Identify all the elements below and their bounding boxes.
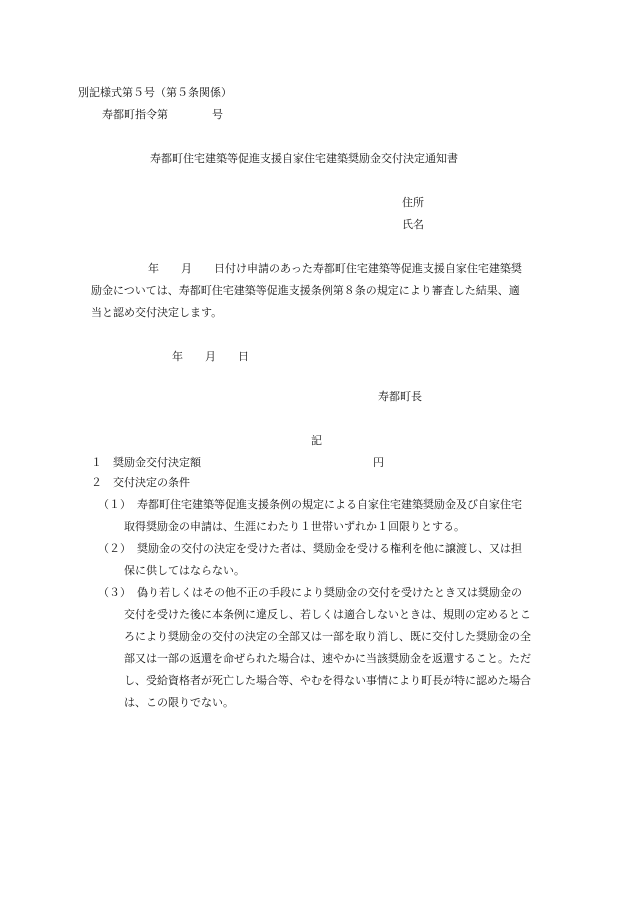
- item-2-label: 交付決定の条件: [113, 476, 190, 489]
- body-line-1: 年 月 日付け申請のあった寿都町住宅建築等促進支援自家住宅建築奨: [148, 262, 522, 275]
- condition-2-line-1: 奨励金の交付の決定を受けた者は、奨励金を受ける権利を他に譲渡し、又は担: [137, 542, 522, 555]
- body-line-2: 励金については、寿都町住宅建築等促進支援条例第８条の規定により審査した結果、適: [91, 284, 520, 297]
- condition-3-line-4: 部又は一部の返還を命ぜられた場合は、速やかに当該奨励金を返還すること。ただ: [124, 652, 531, 665]
- condition-1-line-2: 取得奨励金の申請は、生涯にわたり１世帯いずれか１回限りとする。: [124, 520, 465, 533]
- body-line-3: 当と認め交付決定します。: [91, 306, 223, 319]
- condition-3-line-3: ろにより奨励金の交付の決定の全部又は一部を取り消し、既に交付した奨励金の全: [124, 630, 531, 643]
- item-1-unit: 円: [373, 456, 384, 469]
- condition-3-number: （３）: [98, 586, 131, 599]
- name-label: 氏名: [402, 218, 424, 231]
- ki-heading: 記: [311, 434, 322, 447]
- condition-2-line-2: 保に供してはならない。: [124, 564, 245, 577]
- directive-number: 寿都町指令第 号: [102, 108, 223, 121]
- item-1-number: １: [91, 456, 102, 469]
- condition-2-number: （２）: [98, 542, 131, 555]
- condition-3-line-6: は、この限りでない。: [124, 696, 234, 709]
- condition-1-line-1: 寿都町住宅建築等促進支援条例の規定による自家住宅建築奨励金及び自家住宅: [137, 498, 522, 511]
- condition-3-line-1: 偽り若しくはその他不正の手段により奨励金の交付を受けたとき又は奨励金の: [137, 586, 522, 599]
- item-2-number: ２: [91, 476, 102, 489]
- date-line: 年 月 日: [172, 350, 249, 363]
- condition-1-number: （１）: [98, 498, 131, 511]
- document-title: 寿都町住宅建築等促進支援自家住宅建築奨励金交付決定通知書: [150, 152, 458, 165]
- address-label: 住所: [402, 196, 424, 209]
- condition-3-line-5: し、受給資格者が死亡した場合等、やむを得ない事情により町長が特に認めた場合: [124, 674, 531, 687]
- form-label: 別記様式第５号（第５条関係）: [78, 86, 232, 99]
- item-1-label: 奨励金交付決定額: [113, 456, 201, 469]
- issuer: 寿都町長: [378, 390, 422, 403]
- condition-3-line-2: 交付を受けた後に本条例に違反し、若しくは適合しないときは、規則の定めるとこ: [124, 608, 531, 621]
